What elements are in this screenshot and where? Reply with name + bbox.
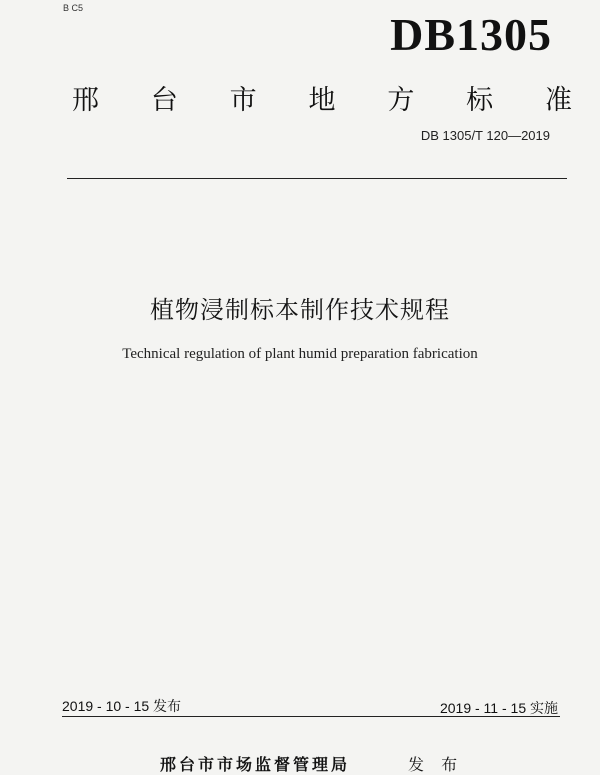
standard-type-char: 准 [544,85,572,116]
implement-date: 2019 - 11 - 15 实施 [439,700,558,716]
document-number: DB 1305/T 120—2019 [420,128,550,143]
ccs-code: B C5 [63,3,84,13]
standard-type-char: 台 [150,85,178,116]
standard-logo: DB1305 [390,9,552,60]
standard-type-char: 邢 [72,85,99,116]
standard-type-title [72,78,572,117]
footer-divider [62,716,560,717]
document-title-chinese: 植物浸制标本制作技术规程 [150,296,450,324]
issue-label: 发 布 [408,755,464,774]
document-title-english: Technical regulation of plant humid preparation fabrication [122,346,478,362]
standard-type-char: 标 [466,85,494,116]
issuing-authority: 邢台市市场监督管理局 [160,755,351,774]
publish-date: 2019 - 10 - 15 发布 [62,698,182,714]
header-divider [67,178,567,179]
standard-type-char: 市 [229,85,257,116]
standard-type-char: 地 [308,85,336,116]
standard-type-char: 方 [387,85,415,116]
